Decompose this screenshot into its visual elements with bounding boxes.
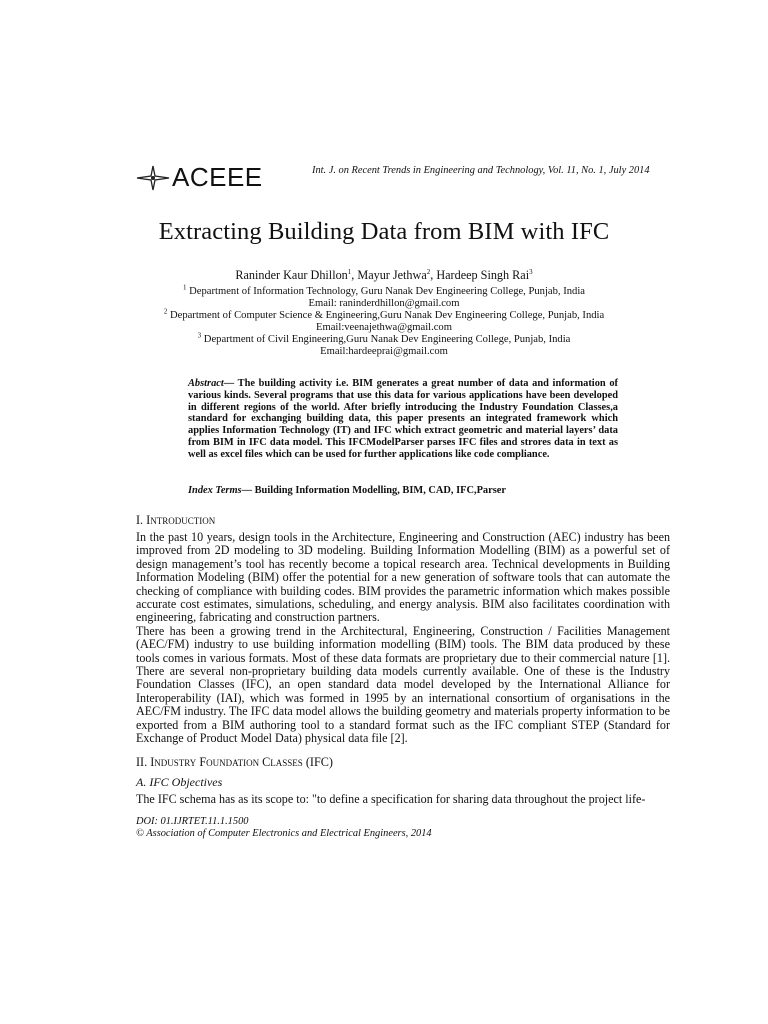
index-terms-text: Building Information Modelling, BIM, CAD, IFC,Parser	[254, 485, 507, 496]
author-2-sup: 2	[426, 267, 431, 276]
section-1-title: Introduction	[146, 513, 216, 527]
author-1-sup: 1	[347, 267, 352, 276]
affiliation-2-text: Department of Computer Science & Engineering,Guru Nanak Dev Engineering College, Punjab, India	[167, 310, 605, 321]
journal-citation: Int. J. on Recent Trends in Engineering and Technology, Vol. 11, No. 1, July 2014	[312, 165, 650, 176]
publisher-logo	[136, 162, 263, 193]
abstract-label: Abstract	[188, 378, 224, 389]
author-3: , Hardeep Singh Rai	[430, 268, 530, 282]
ifc-objectives-body	[136, 793, 670, 806]
email-2: Email:veenajethwa@gmail.com	[316, 322, 452, 333]
email-1: Email: raninderdhillon@gmail.com	[308, 298, 460, 309]
author-line	[0, 268, 768, 283]
index-terms-dash: —	[241, 485, 255, 496]
index-terms	[188, 485, 618, 496]
subsection-ifc-objectives: A. IFC Objectives	[136, 775, 223, 789]
affiliation-1-text: Department of Information Technology, Guru Nanak Dev Engineering College, Punjab, India	[186, 286, 585, 297]
abstract-dash: —	[223, 378, 238, 389]
copyright: © Association of Computer Electronics and Electrical Engineers, 2014	[136, 828, 432, 839]
section-heading-introduction	[136, 513, 215, 528]
affiliation-3	[0, 331, 768, 345]
logo-text: ACEEE	[172, 162, 263, 192]
abstract	[188, 378, 618, 461]
affiliation-2-sup: 2	[163, 307, 168, 316]
paper-title: Extracting Building Data from BIM with IFC	[158, 218, 610, 245]
introduction-paragraph-2: There has been a growing trend in the Architectural, Engineering, Construction / Facilities Management (AEC/FM) industry to use building information modelling (BIM) tools. The BIM data produced by these tools comes in various formats. Most of these data formats are proprietary due to their commercial nature [1]. There are several non-proprietary building data models currently available. One of these is the Industry Foundation Classes (IFC), an open standard data model developed by the International Alliance for Interoperability (IAI), which was formed in 1995 by an international consortium of organisations in the AEC/FM industry. The IFC data model allows the building geometry and materials property information to be exported from a BIM authoring tool to a standard format such as the IFC compliant STEP (Standard for Exchange of Product Model Data) physical data file [2].	[136, 623, 670, 746]
introduction-body	[136, 531, 670, 746]
section-heading-ifc	[136, 755, 333, 770]
author-2: , Mayur Jethwa	[351, 268, 427, 282]
section-1-number: I.	[136, 513, 147, 527]
introduction-paragraph-1: In the past 10 years, design tools in the Architecture, Engineering and Construction (AEC) industry has been improved from 2D modeling to 3D modeling. Building Information Modelling (BIM) as a powerful set of design management’s tool has recently become a topical research area. Technical developments in Building Information Modeling (BIM) offer the potential for a new generation of software tools that can automate the checking of compliance with building codes. BIM provides the parametric information which makes possible accurate cost estimates, simulations, scheduling, and energy analysis. BIM also facilitates coordination with engineering, fabricating and construction partners.	[136, 530, 670, 625]
email-3: Email:hardeeprai@gmail.com	[320, 346, 448, 357]
index-terms-label: Index Terms	[188, 485, 242, 496]
page-footer	[136, 816, 432, 840]
affiliation-3-sup: 3	[197, 331, 202, 340]
author-1: Raninder Kaur Dhillon	[235, 268, 348, 282]
affiliation-1-sup: 1	[183, 283, 187, 292]
affiliation-3-text: Department of Civil Engineering,Guru Nanak Dev Engineering College, Punjab, India	[201, 334, 571, 345]
affiliation-1	[0, 283, 768, 297]
author-3-sup: 3	[529, 267, 533, 276]
doi: DOI: 01.IJRTET.11.1.1500	[136, 816, 249, 827]
abstract-text: The building activity i.e. BIM generates a great number of data and information of various kinds. Several programs that use this data for various applications have been developed in different regions of the world. After briefly introducing the Industry Foundation Classes,a standard for exchanging building data, this paper presents an integrated framework which applies Information Technology (IT) and IFC which extract geometric and material layers’ data from BIM in IFC data model. This IFCModelParser parses IFC files and strores data in text as well as excel files which can be used for further applications like code compliance.	[188, 378, 618, 460]
section-2-number: II.	[136, 755, 151, 769]
affiliation-2	[0, 307, 768, 321]
ifc-objectives-paragraph: The IFC schema has as its scope to: "to define a specification for sharing data throughout the project life-	[136, 792, 646, 806]
aceee-star-icon	[136, 165, 170, 191]
section-2-title: Industry Foundation Classes	[150, 755, 303, 769]
section-2-suffix: (IFC)	[302, 755, 333, 769]
